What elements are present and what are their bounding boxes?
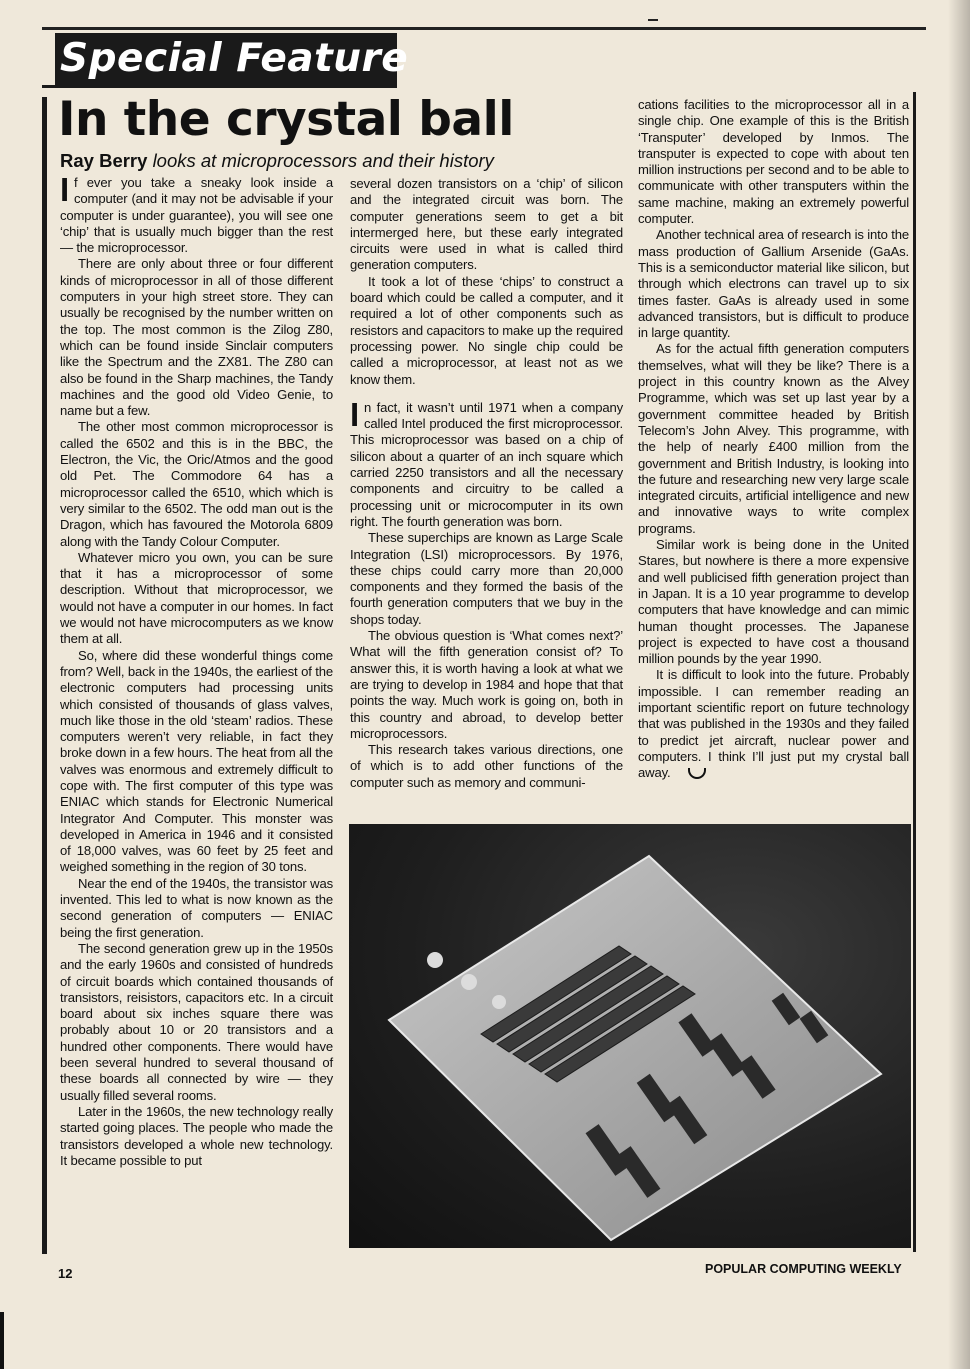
column-3 <box>638 97 909 781</box>
section-label: Special Feature <box>60 36 409 81</box>
column-2 <box>350 176 623 791</box>
paragraph: cations facilities to the microprocessor all in a single chip. One example of this is the British ‘Transputer’ developed by Inmos. The transputer is expected to cope with about ten million instructions per second and to be able to communicate with other transputers within the same machine, making an extremely powerful computer. <box>638 97 909 227</box>
page-edge-shadow <box>948 0 970 1369</box>
paragraph: Whatever micro you own, you can be sure that it has a microprocessor of some description. Without that microprocessor, we would not have a computer in our homes. In fact we would not have microcomputers as we know them at all. <box>60 549 333 647</box>
paragraph: These superchips are known as Large Scale Integration (LSI) microprocessors. By 1976, these chips could carry more than 20,000 components and they formed the basis of the fourth generation computers that we buy in the shops today. <box>350 530 623 627</box>
drop-cap: I <box>60 171 70 208</box>
top-rule <box>42 27 926 30</box>
circuit-board-image <box>349 824 911 1248</box>
paragraph: There are only about three or four different kinds of microprocessor in all of those different computers in your high street store. They can usually be recognised by the number written on the top. The most common is the Zilog Z80, which can be found inside Sinclair computers like the Spectrum and the ZX81. The Z80 can also be found in the Sharp machines, the Tandy machines and the good old Video Genie, to name but a few. <box>60 256 333 419</box>
paragraph: Later in the 1960s, the new technology really started going places. The people who made the transistors developed a whole new technology. It became possible to put <box>60 1103 333 1168</box>
tagline: looks at microprocessors and their history <box>152 150 494 171</box>
paragraph: It is difficult to look into the future. Probably impossible. I can remember reading an important scientific report on future technology that was published in the 1930s and they failed to predict jet aircraft, nuclear power and computers. I think I’ll just put my crystal ball away. <box>638 667 909 781</box>
byline <box>60 150 494 172</box>
author: Ray Berry <box>60 150 148 171</box>
paragraph: This research takes various directions, one of which is to add other functions of the computer such as memory and communi- <box>350 742 623 790</box>
column-1 <box>60 171 333 1169</box>
paragraph: The other most common microprocessor is called the 6502 and this is in the BBC, the Electron, the Vic, the Oric/Atmos and the good old Pet. The Commodore 64 has a microprocessor called the 6510, which which is very similar to the 6502. The odd man out is the Dragon, which has favoured the Motorola 6809 along with the Tandy Colour Computer. <box>60 419 333 549</box>
paragraph: Near the end of the 1940s, the transistor was invented. This led to what is now known as the second generation of computers — ENIAC being the first generation. <box>60 875 333 940</box>
paragraph: The obvious question is ‘What comes next?’ What will the fifth generation consist of? To answer this, it is worth having a look at what we are trying to develop in 1984 and hope that that points the way. Much work is going on, both in this country and abroad, to develop better microprocessors. <box>350 628 623 741</box>
top-tick <box>648 19 658 21</box>
page-number: 12 <box>58 1266 73 1281</box>
paragraph: The second generation grew up in the 1950s and the early 1960s and consisted of hundreds of circuit boards which contained thousands of transistors, reisistors, capacitors etc. In a circuit board about six inches square there was probably about 10 or 20 transistors and a hundred other components. There would have been several hundred to several thousand of these boards all connected by wire — they usually filled several rooms. <box>60 940 333 1103</box>
paragraph: It took a lot of these ‘chips’ to construct a board which could be called a computer, and it required a lot of other components such as resistors and capacitors to make up the required processing power. No single chip could be called a microprocessor, at least not as we know them. <box>350 273 624 387</box>
left-column-bar <box>42 97 47 1254</box>
circuit-board-photo <box>349 824 911 1248</box>
paragraph: Similar work is being done in the United Stares, but nowhere is there a more expensive and well publicised fifth generation project than in Japan. It is a 10 year programme to develop computers that have knowledge and can mimic human thought processes. The Japanese project is expected to have cost a thousand million pounds by the year 1990. <box>638 537 909 667</box>
paragraph: Another technical area of research is into the mass production of Gallium Arsenide (GaAs. This is a semiconductor material like silicon, but through which electrons can travel up to six times faster. GaAs is already used in some advanced transistors, but is difficult to produce in large quantity. <box>638 227 909 341</box>
paragraph: As for the actual fifth generation computers themselves, what will they be like? There is a project in this country known as the Alvey Programme, which was set up last year by a government committee headed by British Telecom’s John Alvey. This programme, with the help of nearly £400 million from the government and British Industry, is looking into the future and researching new very large scale integrated circuits, artificial intelligence and new and innovative ways to write complex programs. <box>638 341 909 536</box>
right-column-bar <box>913 92 916 1252</box>
paragraph: If ever you take a sneaky look inside a computer (and it may not be advisable if your computer is under guarantee), you will see one ‘chip’ that is usually much bigger than the rest — the microprocessor. <box>60 171 333 256</box>
end-mark-icon <box>688 768 706 779</box>
paragraph: In fact, it wasn’t until 1971 when a company called Intel produced the first microprocessor. This microprocessor was based on a chip of silicon about a quarter of an inch square which carried 2250 transistors and all the necessary components and circuitry to be called a processing unit or microcomputer in its own right. The fourth generation was born. <box>350 395 623 529</box>
paragraph: So, where did these wonderful things come from? Well, back in the 1940s, the earliest of the electronic computers had processing units which consisted of thousands of glass valves, much like those in the old ‘steam’ radios. These computers weren’t very reliable, in fact they broke down in a few hours. The heat from all the valves was enormous and extremely difficult to cope with. The first computer of this type was ENIAC which stands for Electronic Numerical Integrator And Computer. This monster was developed in America in 1946 and it consisted of 18,000 valves, was 60 feet by 25 feet and weighed something in the region of 30 tons. <box>60 647 333 875</box>
headline: In the crystal ball <box>58 92 514 147</box>
section-rule <box>42 85 397 88</box>
paragraph: several dozen transistors on a ‘chip’ of silicon and the integrated circuit was born. The computer generations seem to get a bit intermerged here, but these early integrated circuits were used in what is called third generation computers. <box>350 176 623 273</box>
magazine-name: POPULAR COMPUTING WEEKLY <box>705 1262 902 1276</box>
drop-cap: I <box>350 395 360 433</box>
binding-mark <box>0 1312 4 1369</box>
